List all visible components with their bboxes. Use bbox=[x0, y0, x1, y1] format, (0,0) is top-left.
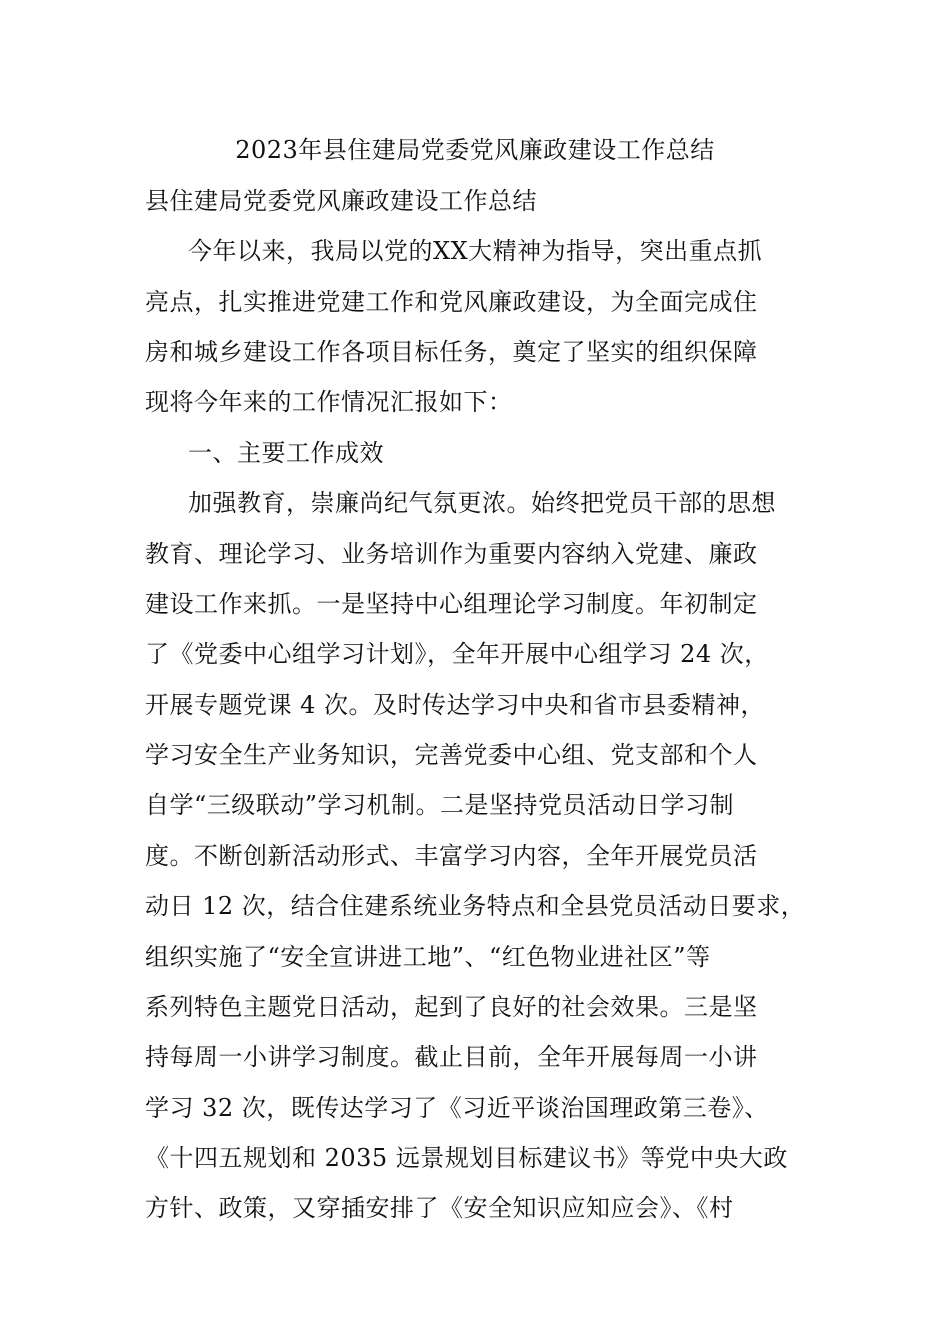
paragraph-line: 开展专题党课 4 次。及时传达学习中央和省市县委精神， bbox=[145, 691, 766, 719]
paragraph-line: 自学“三级联动”学习机制。二是坚持党员活动日学习制 bbox=[145, 791, 735, 819]
paragraph-line: 《十四五规划和 2035 远景规划目标建议书》等党中央大政 bbox=[145, 1144, 788, 1172]
paragraph-line: 了《党委中心组学习计划》，全年开展中心组学习 24 次， bbox=[145, 640, 769, 668]
paragraph-line: 方针、政策，又穿插安排了《安全知识应知应会》、《村 bbox=[145, 1194, 734, 1222]
paragraph-line: 加强教育，崇廉尚纪气氛更浓。始终把党员干部的思想 bbox=[188, 489, 776, 517]
paragraph-line: 持每周一小讲学习制度。截止目前，全年开展每周一小讲 bbox=[145, 1043, 758, 1071]
paragraph-line: 系列特色主题党日活动，起到了良好的社会效果。三是坚 bbox=[145, 993, 758, 1021]
paragraph-line: 今年以来，我局以党的XX大精神为指导，突出重点抓 bbox=[188, 237, 763, 265]
paragraph-line: 建设工作来抓。一是坚持中心组理论学习制度。年初制定 bbox=[145, 590, 758, 618]
paragraph-line: 亮点，扎实推进党建工作和党风廉政建设，为全面完成住 bbox=[145, 288, 758, 316]
paragraph-line: 现将今年来的工作情况汇报如下： bbox=[145, 388, 513, 416]
paragraph-line: 动日 12 次，结合住建系统业务特点和全县党员活动日要求， bbox=[145, 892, 806, 920]
section-heading: 一、主要工作成效 bbox=[188, 439, 384, 467]
paragraph-line: 房和城乡建设工作各项目标任务，奠定了坚实的组织保障 bbox=[145, 338, 758, 366]
paragraph-line: 组织实施了“安全宣讲进工地”、“红色物业进社区”等 bbox=[145, 943, 711, 971]
paragraph-line: 学习安全生产业务知识，完善党委中心组、党支部和个人 bbox=[145, 741, 758, 769]
document-subtitle: 县住建局党委党风廉政建设工作总结 bbox=[145, 187, 537, 215]
document-title: 2023年县住建局党委党风廉政建设工作总结 bbox=[235, 136, 715, 164]
paragraph-line: 度。不断创新活动形式、丰富学习内容，全年开展党员活 bbox=[145, 842, 758, 870]
paragraph-line: 教育、理论学习、业务培训作为重要内容纳入党建、廉政 bbox=[145, 540, 758, 568]
paragraph-line: 学习 32 次，既传达学习了《习近平谈治国理政第三卷》、 bbox=[145, 1094, 769, 1122]
